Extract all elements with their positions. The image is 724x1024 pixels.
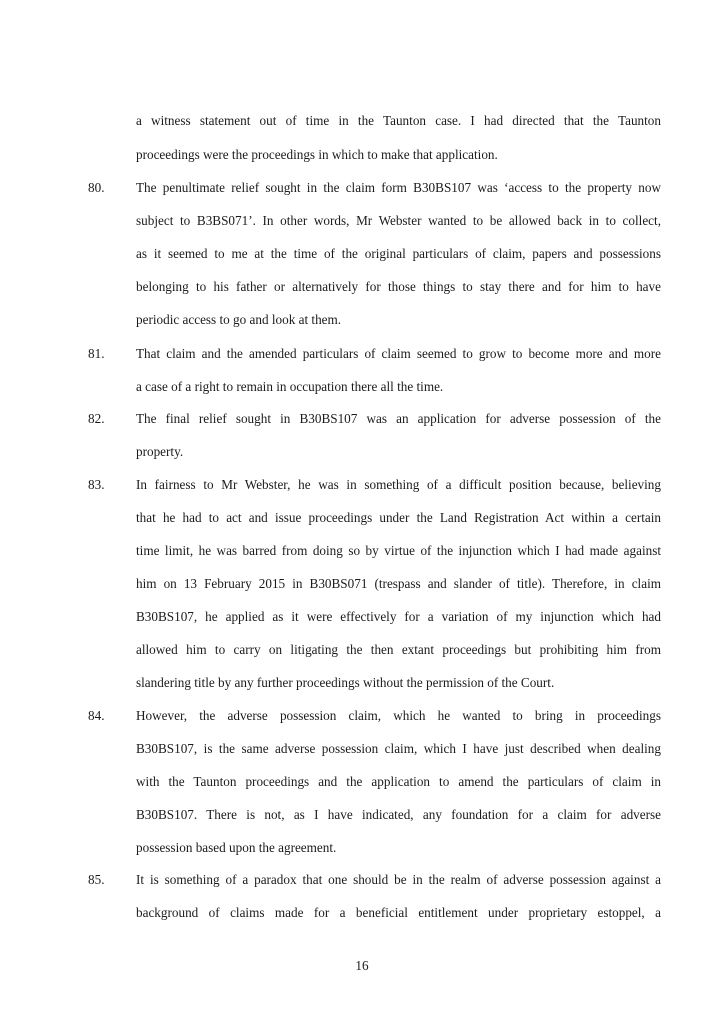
paragraph-line: as it seemed to me at the time of the original particulars of claim, papers and possessions bbox=[136, 246, 661, 261]
paragraph-line: B30BS107. There is not, as I have indicated, any foundation for a claim for adverse bbox=[136, 807, 661, 822]
paragraph-line: B30BS107, he applied as it were effectively for a variation of my injunction which had bbox=[136, 609, 661, 624]
paragraph-line: The final relief sought in B30BS107 was an application for adverse possession of the bbox=[136, 411, 661, 426]
paragraph-line: a case of a right to remain in occupation there all the time. bbox=[136, 379, 444, 394]
page-number: 16 bbox=[355, 958, 369, 973]
paragraph-line: B30BS107, is the same adverse possession claim, which I have just described when dealing bbox=[136, 741, 661, 756]
paragraph-line: The penultimate relief sought in the claim form B30BS107 was ‘access to the property now bbox=[136, 180, 661, 195]
paragraph-number: 80. bbox=[88, 180, 105, 195]
paragraph-number: 85. bbox=[88, 872, 105, 887]
paragraph-number: 84. bbox=[88, 708, 105, 723]
paragraph-line: slandering title by any further proceedings without the permission of the Court. bbox=[136, 675, 555, 690]
paragraph-line: that he had to act and issue proceedings under the Land Registration Act within a certain bbox=[136, 510, 661, 525]
paragraph-number: 82. bbox=[88, 411, 105, 426]
paragraph-line: subject to B3BS071’. In other words, Mr Webster wanted to be allowed back in to collect, bbox=[136, 213, 661, 228]
paragraph-line: allowed him to carry on litigating the then extant proceedings but prohibiting him from bbox=[136, 642, 661, 657]
paragraph-line: belonging to his father or alternatively for those things to stay there and for him to have bbox=[136, 279, 661, 294]
paragraph-line: In fairness to Mr Webster, he was in something of a difficult position because, believing bbox=[136, 477, 661, 492]
paragraph-number: 81. bbox=[88, 346, 105, 361]
paragraph-line: background of claims made for a beneficial entitlement under proprietary estoppel, a bbox=[136, 905, 661, 920]
paragraph-line: with the Taunton proceedings and the application to amend the particulars of claim in bbox=[136, 774, 661, 789]
paragraph-line: proceedings were the proceedings in which to make that application. bbox=[136, 147, 498, 162]
paragraph-line: That claim and the amended particulars of claim seemed to grow to become more and more bbox=[136, 346, 661, 361]
paragraph-line: It is something of a paradox that one should be in the realm of adverse possession against a bbox=[136, 872, 661, 887]
paragraph-line: time limit, he was barred from doing so by virtue of the injunction which I had made against bbox=[136, 543, 661, 558]
paragraph-line: possession based upon the agreement. bbox=[136, 840, 337, 855]
paragraph-line: property. bbox=[136, 444, 184, 459]
paragraph-line: However, the adverse possession claim, which he wanted to bring in proceedings bbox=[136, 708, 661, 723]
paragraph-line: a witness statement out of time in the Taunton case. I had directed that the Taunton bbox=[136, 113, 661, 128]
paragraph-number: 83. bbox=[88, 477, 105, 492]
paragraph-line: him on 13 February 2015 in B30BS071 (trespass and slander of title). Therefore, in claim bbox=[136, 576, 661, 591]
paragraph-line: periodic access to go and look at them. bbox=[136, 312, 342, 327]
